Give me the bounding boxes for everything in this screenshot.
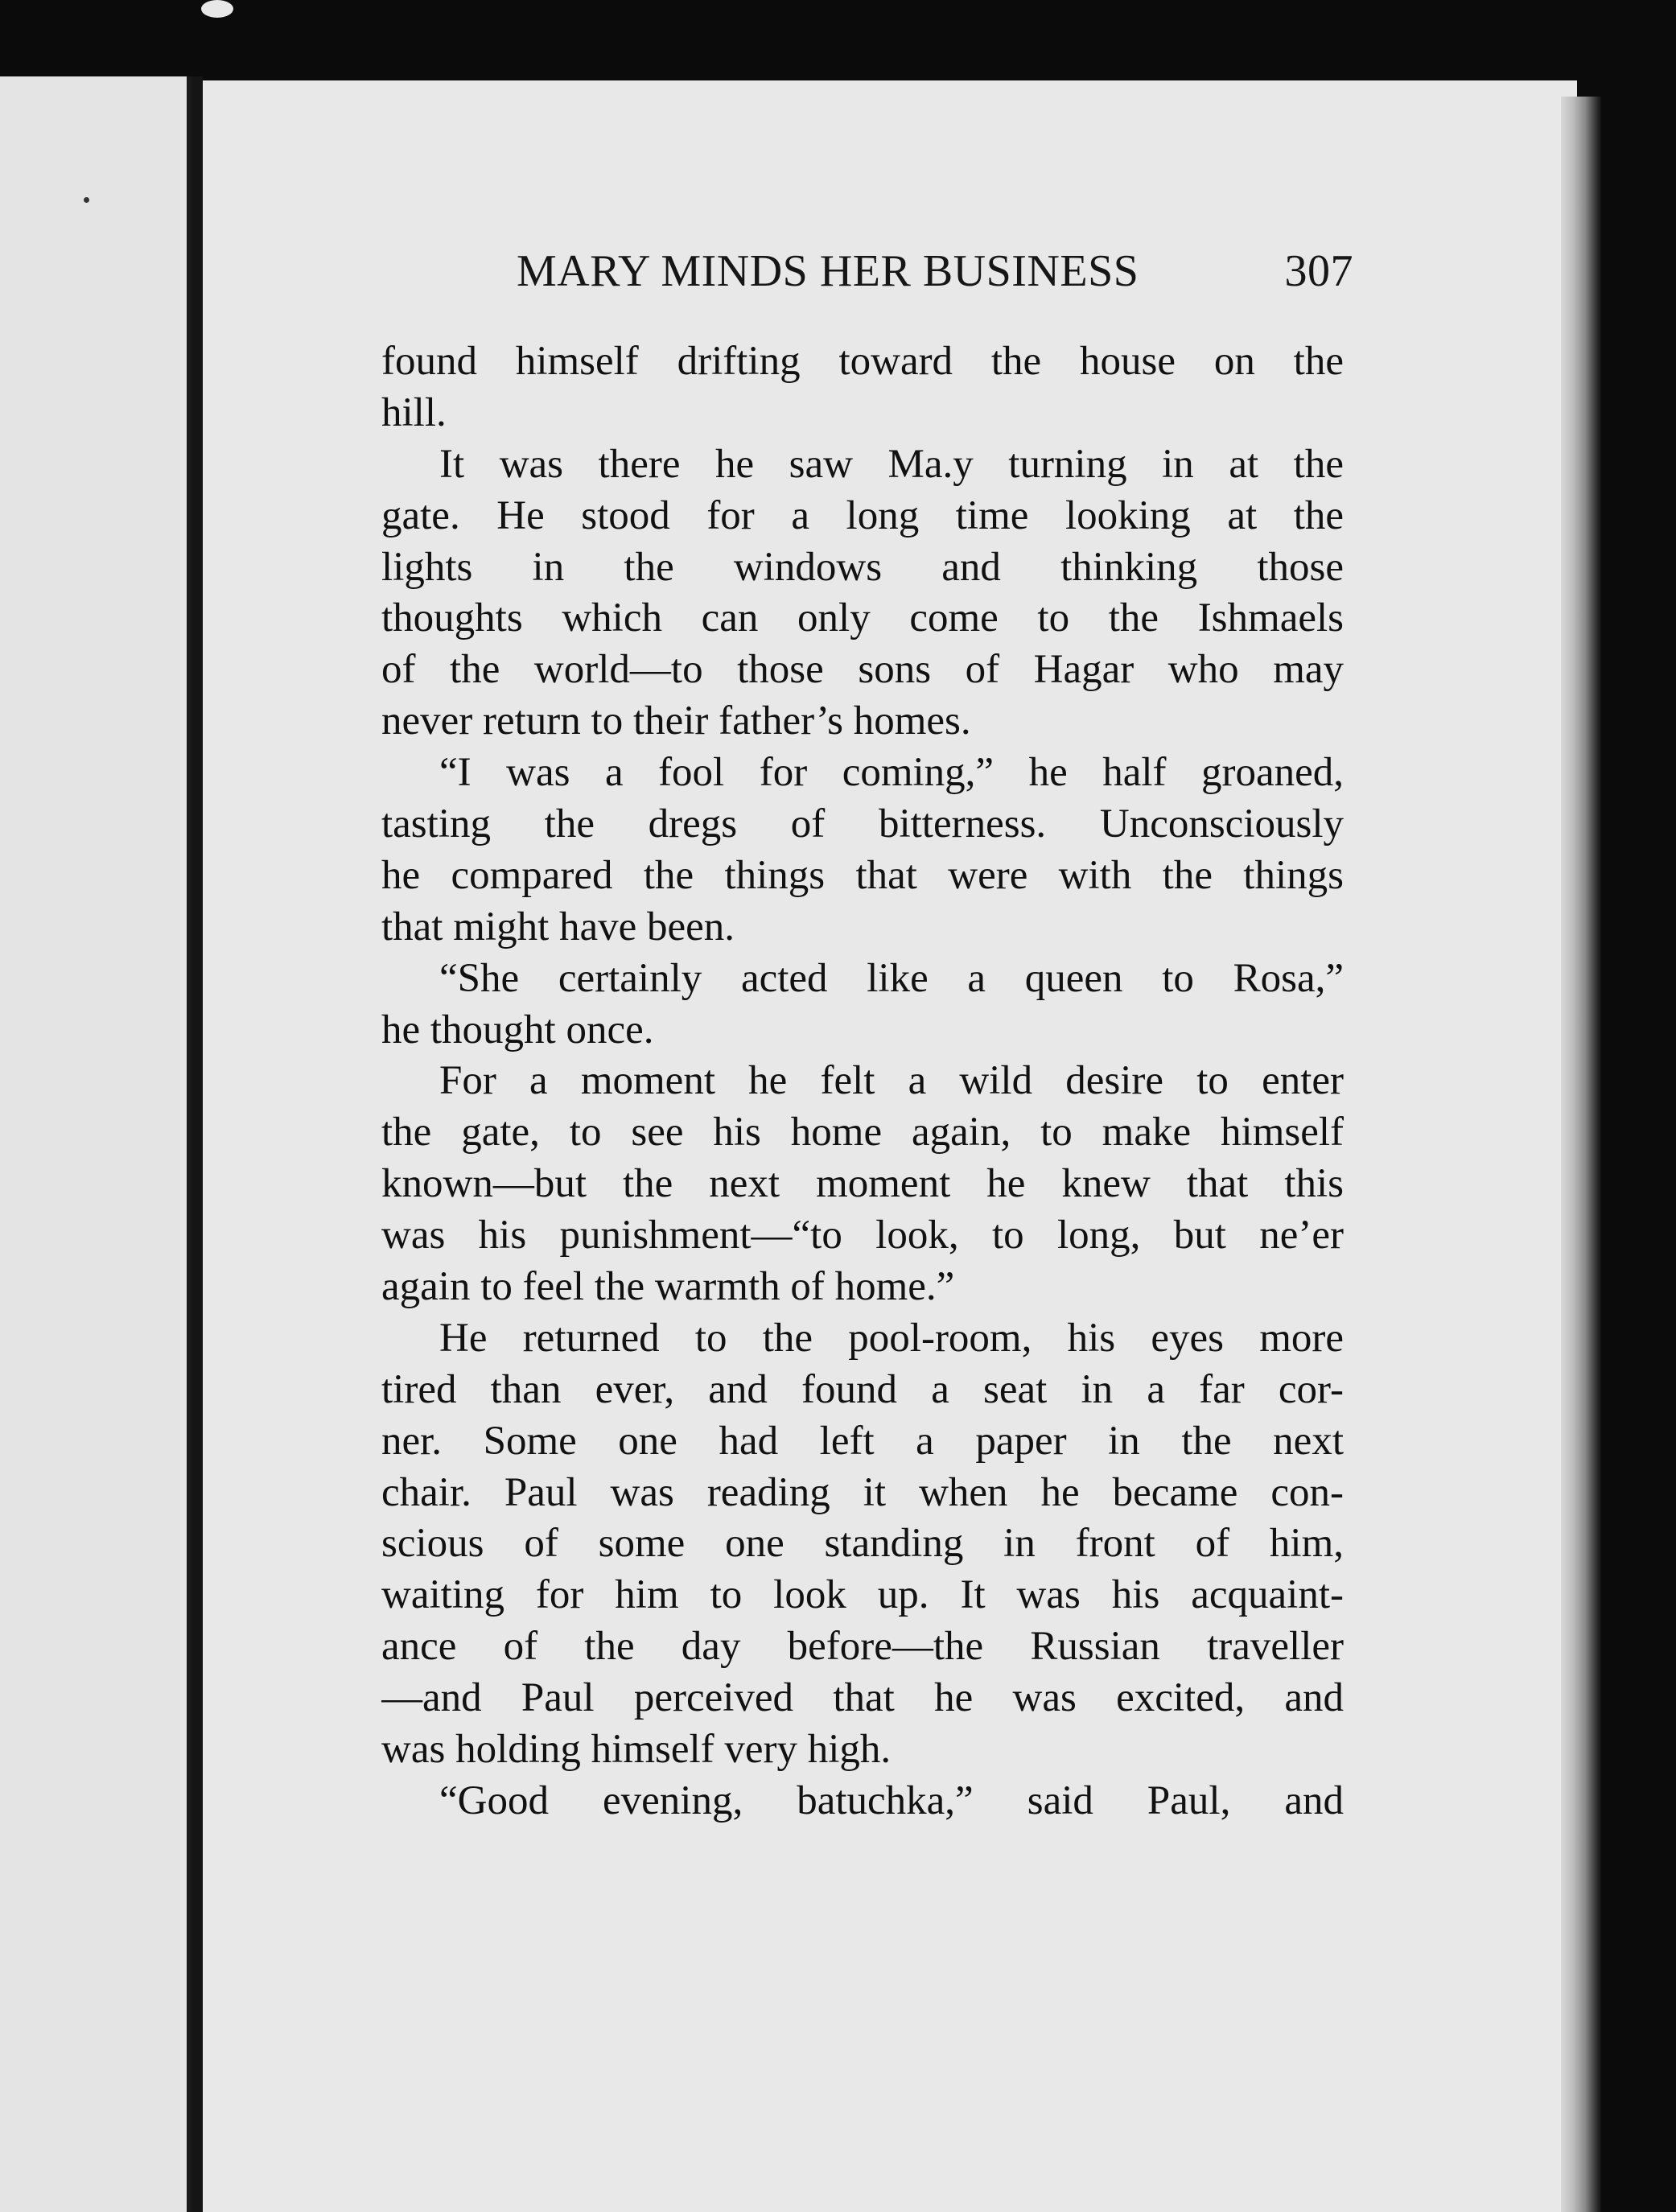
text-line: never return to their father’s homes.: [381, 698, 971, 744]
text-line: lights in the windows and thinking those: [381, 544, 1344, 590]
running-head: [517, 243, 1353, 299]
text-line: ner. Some one had left a paper in the next: [381, 1418, 1344, 1464]
text-line: hill.: [381, 389, 447, 435]
text-line: he thought once.: [381, 1007, 654, 1052]
text-line: of the world—to those sons of Hagar who may: [381, 647, 1344, 693]
text-line: “Good evening, batuchka,” said Paul, and: [439, 1777, 1344, 1823]
page-number: 307: [1284, 246, 1353, 296]
text-line: ance of the day before—the Russian traveller: [381, 1624, 1344, 1670]
text-line: chair. Paul was reading it when he became con-: [381, 1469, 1344, 1515]
text-line: known—but the next moment he knew that this: [381, 1161, 1344, 1207]
text-line: found himself drifting toward the house on the: [381, 339, 1344, 384]
text-line: tired than ever, and found a seat in a far cor-: [381, 1366, 1344, 1412]
film-border-right: [1601, 76, 1676, 2212]
text-line: —and Paul perceived that he was excited, and: [381, 1675, 1344, 1721]
running-head-title: MARY MINDS HER BUSINESS: [517, 246, 1139, 296]
text-line: again to feel the warmth of home.”: [381, 1264, 955, 1310]
text-line: that might have been.: [381, 904, 735, 949]
page-edge-shadow: [1561, 97, 1601, 2212]
text-line: was holding himself very high.: [381, 1727, 892, 1773]
text-line: He returned to the pool-room, his eyes more: [439, 1315, 1344, 1361]
text-line: he compared the things that were with the things: [381, 852, 1344, 898]
text-line: For a moment he felt a wild desire to enter: [439, 1058, 1344, 1104]
text-line: “She certainly acted like a queen to Rosa,”: [439, 955, 1344, 1001]
text-line: thoughts which can only come to the Ishmaels: [381, 595, 1344, 641]
text-line: was his punishment—“to look, to long, but ne’er: [381, 1213, 1344, 1258]
facing-page-edge: [0, 76, 191, 2212]
text-line: scious of some one standing in front of him,: [381, 1521, 1344, 1567]
text-line: It was there he saw Ma.y turning in at the: [439, 441, 1344, 487]
page-speck: [84, 197, 89, 203]
body-text: [381, 336, 1344, 1827]
text-line: “I was a fool for coming,” he half groaned,: [439, 750, 1344, 796]
book-gutter: [191, 76, 203, 2212]
text-line: tasting the dregs of bitterness. Unconsciously: [381, 801, 1344, 847]
text-line: gate. He stood for a long time looking at the: [381, 492, 1344, 538]
film-border-top: [0, 0, 1676, 76]
scan-speck: [201, 0, 233, 18]
text-line: the gate, to see his home again, to make himself: [381, 1110, 1344, 1155]
text-line: waiting for him to look up. It was his acquaint-: [381, 1572, 1344, 1618]
